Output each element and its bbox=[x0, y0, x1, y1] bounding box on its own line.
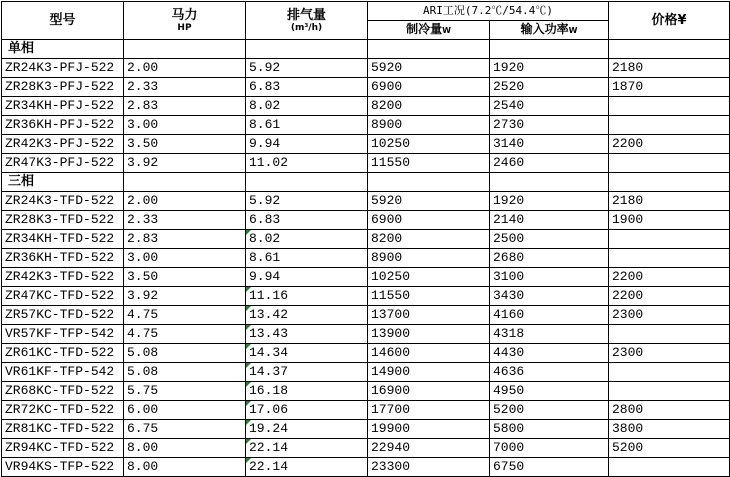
cell-cooling-capacity: 8200 bbox=[368, 97, 490, 116]
group-empty-cell bbox=[246, 173, 368, 192]
cell-hp: 3.92 bbox=[124, 287, 246, 306]
cell-price: 2200 bbox=[609, 135, 730, 154]
cell-input-power: 1920 bbox=[490, 192, 609, 211]
group-row bbox=[2, 40, 730, 59]
cell-displacement: 13.42 bbox=[246, 306, 368, 325]
cell-input-power: 3140 bbox=[490, 135, 609, 154]
cell-model: ZR42K3-TFD-522 bbox=[2, 268, 124, 287]
cell-price: 2180 bbox=[609, 59, 730, 78]
table-row bbox=[2, 135, 730, 154]
group-label: 单相 bbox=[2, 40, 124, 59]
table-row bbox=[2, 59, 730, 78]
cell-price bbox=[609, 230, 730, 249]
cell-hp: 2.00 bbox=[124, 59, 246, 78]
group-empty-cell bbox=[368, 173, 490, 192]
table-body bbox=[2, 40, 730, 477]
cell-input-power: 1920 bbox=[490, 59, 609, 78]
table-row bbox=[2, 420, 730, 439]
cell-input-power: 2540 bbox=[490, 97, 609, 116]
table-row bbox=[2, 401, 730, 420]
cell-model: ZR94KC-TFD-522 bbox=[2, 439, 124, 458]
group-empty-cell bbox=[490, 173, 609, 192]
cell-price bbox=[609, 249, 730, 268]
cell-model: ZR57KC-TFD-522 bbox=[2, 306, 124, 325]
cell-input-power: 4160 bbox=[490, 306, 609, 325]
cell-input-power: 2460 bbox=[490, 154, 609, 173]
cell-displacement: 8.61 bbox=[246, 249, 368, 268]
cell-price bbox=[609, 363, 730, 382]
cell-hp: 5.08 bbox=[124, 363, 246, 382]
cell-model: ZR81KC-TFD-522 bbox=[2, 420, 124, 439]
group-label: 三相 bbox=[2, 173, 124, 192]
cell-hp: 5.08 bbox=[124, 344, 246, 363]
group-empty-cell bbox=[490, 40, 609, 59]
cell-hp: 2.83 bbox=[124, 97, 246, 116]
cell-price bbox=[609, 458, 730, 477]
cell-cooling-capacity: 11550 bbox=[368, 154, 490, 173]
cell-hp: 3.00 bbox=[124, 116, 246, 135]
cell-model: ZR47K3-PFJ-522 bbox=[2, 154, 124, 173]
cell-model: VR94KS-TFP-522 bbox=[2, 458, 124, 477]
cell-input-power: 6750 bbox=[490, 458, 609, 477]
cell-hp: 6.00 bbox=[124, 401, 246, 420]
cell-hp: 3.00 bbox=[124, 249, 246, 268]
table-row bbox=[2, 192, 730, 211]
cell-model: ZR34KH-PFJ-522 bbox=[2, 97, 124, 116]
cell-input-power: 4318 bbox=[490, 325, 609, 344]
cell-hp: 8.00 bbox=[124, 458, 246, 477]
cell-input-power: 4430 bbox=[490, 344, 609, 363]
header-model: 型号 bbox=[2, 2, 124, 40]
cell-displacement: 13.43 bbox=[246, 325, 368, 344]
cell-cooling-capacity: 19900 bbox=[368, 420, 490, 439]
cell-cooling-capacity: 5920 bbox=[368, 59, 490, 78]
cell-model: ZR36KH-PFJ-522 bbox=[2, 116, 124, 135]
cell-price bbox=[609, 325, 730, 344]
cell-displacement: 14.37 bbox=[246, 363, 368, 382]
cell-cooling-capacity: 14600 bbox=[368, 344, 490, 363]
cell-cooling-capacity: 6900 bbox=[368, 211, 490, 230]
table-row bbox=[2, 230, 730, 249]
cell-displacement: 5.92 bbox=[246, 59, 368, 78]
group-empty-cell bbox=[124, 173, 246, 192]
cell-displacement: 14.34 bbox=[246, 344, 368, 363]
header-displacement: 排气量 (m³/h) bbox=[246, 2, 368, 40]
header-price: 价格¥ bbox=[609, 2, 730, 40]
cell-displacement: 11.16 bbox=[246, 287, 368, 306]
cell-input-power: 4950 bbox=[490, 382, 609, 401]
compressor-spec-table bbox=[1, 1, 730, 477]
header-cooling-capacity: 制冷量W bbox=[368, 21, 490, 40]
cell-hp: 5.75 bbox=[124, 382, 246, 401]
group-row bbox=[2, 173, 730, 192]
cell-model: ZR34KH-TFD-522 bbox=[2, 230, 124, 249]
table-row bbox=[2, 382, 730, 401]
cell-input-power: 2730 bbox=[490, 116, 609, 135]
group-empty-cell bbox=[124, 40, 246, 59]
cell-input-power: 2520 bbox=[490, 78, 609, 97]
cell-price: 2300 bbox=[609, 306, 730, 325]
table-row bbox=[2, 325, 730, 344]
table-row bbox=[2, 458, 730, 477]
cell-model: ZR28K3-TFD-522 bbox=[2, 211, 124, 230]
cell-displacement: 16.18 bbox=[246, 382, 368, 401]
cell-cooling-capacity: 5920 bbox=[368, 192, 490, 211]
cell-input-power: 3100 bbox=[490, 268, 609, 287]
cell-displacement: 11.02 bbox=[246, 154, 368, 173]
cell-hp: 3.92 bbox=[124, 154, 246, 173]
cell-displacement: 8.61 bbox=[246, 116, 368, 135]
cell-hp: 4.75 bbox=[124, 306, 246, 325]
cell-price: 2180 bbox=[609, 192, 730, 211]
cell-input-power: 3430 bbox=[490, 287, 609, 306]
cell-displacement: 9.94 bbox=[246, 135, 368, 154]
cell-displacement: 6.83 bbox=[246, 78, 368, 97]
cell-hp: 6.75 bbox=[124, 420, 246, 439]
cell-hp: 2.00 bbox=[124, 192, 246, 211]
table-row bbox=[2, 268, 730, 287]
cell-model: VR57KF-TFP-542 bbox=[2, 325, 124, 344]
table-row bbox=[2, 154, 730, 173]
cell-hp: 2.33 bbox=[124, 78, 246, 97]
cell-price bbox=[609, 382, 730, 401]
cell-cooling-capacity: 10250 bbox=[368, 268, 490, 287]
cell-model: ZR36KH-TFD-522 bbox=[2, 249, 124, 268]
cell-price bbox=[609, 116, 730, 135]
header-ari-conditions: ARI工况(7.2℃/54.4℃) bbox=[368, 2, 609, 21]
cell-price: 5200 bbox=[609, 439, 730, 458]
cell-displacement: 8.02 bbox=[246, 97, 368, 116]
cell-model: ZR28K3-PFJ-522 bbox=[2, 78, 124, 97]
cell-price: 3800 bbox=[609, 420, 730, 439]
cell-cooling-capacity: 17700 bbox=[368, 401, 490, 420]
cell-price: 2200 bbox=[609, 287, 730, 306]
cell-price: 1900 bbox=[609, 211, 730, 230]
cell-displacement: 22.14 bbox=[246, 439, 368, 458]
table-row bbox=[2, 363, 730, 382]
cell-model: ZR61KC-TFD-522 bbox=[2, 344, 124, 363]
cell-hp: 2.83 bbox=[124, 230, 246, 249]
cell-model: VR61KF-TFP-542 bbox=[2, 363, 124, 382]
cell-displacement: 6.83 bbox=[246, 211, 368, 230]
group-empty-cell bbox=[368, 40, 490, 59]
cell-hp: 2.33 bbox=[124, 211, 246, 230]
cell-input-power: 5200 bbox=[490, 401, 609, 420]
table-row bbox=[2, 249, 730, 268]
cell-cooling-capacity: 14900 bbox=[368, 363, 490, 382]
cell-input-power: 4636 bbox=[490, 363, 609, 382]
table-header bbox=[2, 2, 730, 40]
table-row bbox=[2, 97, 730, 116]
cell-model: ZR42K3-PFJ-522 bbox=[2, 135, 124, 154]
cell-displacement: 9.94 bbox=[246, 268, 368, 287]
cell-cooling-capacity: 8900 bbox=[368, 249, 490, 268]
cell-cooling-capacity: 11550 bbox=[368, 287, 490, 306]
cell-cooling-capacity: 8200 bbox=[368, 230, 490, 249]
cell-price bbox=[609, 97, 730, 116]
cell-input-power: 7000 bbox=[490, 439, 609, 458]
cell-hp: 3.50 bbox=[124, 268, 246, 287]
table-row bbox=[2, 306, 730, 325]
cell-displacement: 22.14 bbox=[246, 458, 368, 477]
cell-displacement: 5.92 bbox=[246, 192, 368, 211]
table-row bbox=[2, 344, 730, 363]
cell-model: ZR24K3-PFJ-522 bbox=[2, 59, 124, 78]
cell-cooling-capacity: 23300 bbox=[368, 458, 490, 477]
cell-input-power: 5800 bbox=[490, 420, 609, 439]
cell-hp: 8.00 bbox=[124, 439, 246, 458]
cell-price: 2800 bbox=[609, 401, 730, 420]
cell-model: ZR47KC-TFD-522 bbox=[2, 287, 124, 306]
cell-cooling-capacity: 13900 bbox=[368, 325, 490, 344]
table-row bbox=[2, 78, 730, 97]
cell-cooling-capacity: 10250 bbox=[368, 135, 490, 154]
table-row bbox=[2, 211, 730, 230]
table-row bbox=[2, 439, 730, 458]
cell-input-power: 2680 bbox=[490, 249, 609, 268]
cell-price: 2300 bbox=[609, 344, 730, 363]
cell-hp: 3.50 bbox=[124, 135, 246, 154]
cell-hp: 4.75 bbox=[124, 325, 246, 344]
cell-cooling-capacity: 6900 bbox=[368, 78, 490, 97]
table-row bbox=[2, 116, 730, 135]
cell-price bbox=[609, 154, 730, 173]
table-row bbox=[2, 287, 730, 306]
group-empty-cell bbox=[246, 40, 368, 59]
cell-price: 1870 bbox=[609, 78, 730, 97]
cell-cooling-capacity: 22940 bbox=[368, 439, 490, 458]
cell-cooling-capacity: 8900 bbox=[368, 116, 490, 135]
cell-model: ZR24K3-TFD-522 bbox=[2, 192, 124, 211]
cell-cooling-capacity: 16900 bbox=[368, 382, 490, 401]
header-power: 马力 HP bbox=[124, 2, 246, 40]
cell-displacement: 8.02 bbox=[246, 230, 368, 249]
cell-displacement: 19.24 bbox=[246, 420, 368, 439]
cell-price: 2200 bbox=[609, 268, 730, 287]
group-empty-cell bbox=[609, 173, 730, 192]
cell-input-power: 2140 bbox=[490, 211, 609, 230]
header-input-power: 输入功率W bbox=[490, 21, 609, 40]
cell-model: ZR72KC-TFD-522 bbox=[2, 401, 124, 420]
cell-displacement: 17.06 bbox=[246, 401, 368, 420]
group-empty-cell bbox=[609, 40, 730, 59]
cell-cooling-capacity: 13700 bbox=[368, 306, 490, 325]
cell-input-power: 2500 bbox=[490, 230, 609, 249]
cell-model: ZR68KC-TFD-522 bbox=[2, 382, 124, 401]
